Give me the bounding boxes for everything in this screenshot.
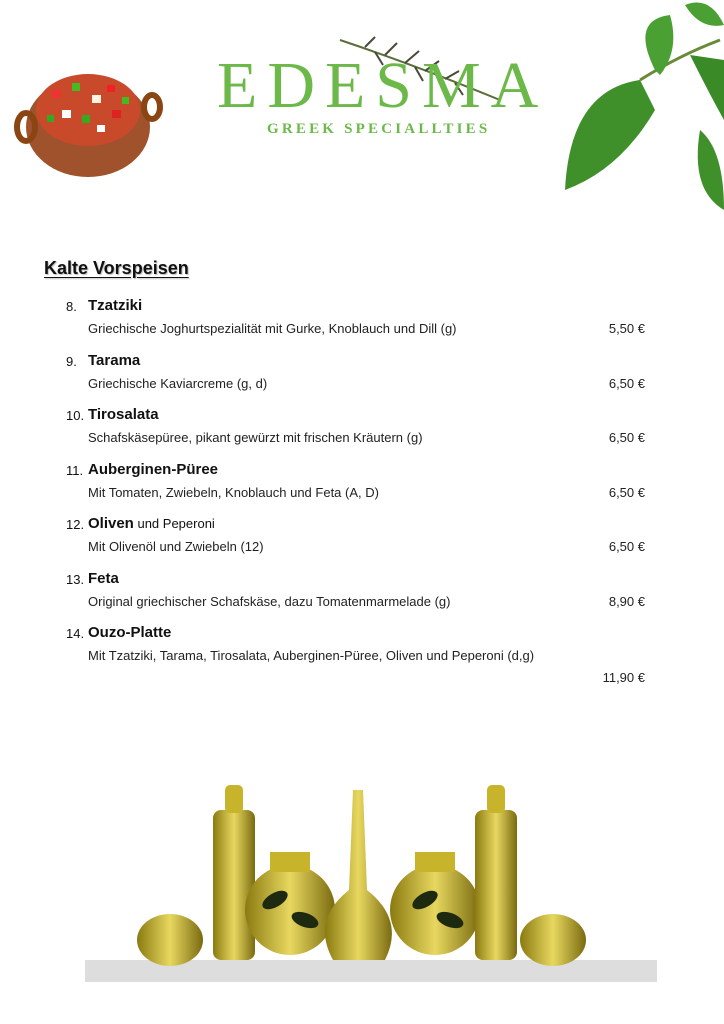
item-number: 11.	[66, 462, 84, 478]
item-number: 12.	[66, 517, 85, 532]
item-title	[88, 460, 218, 480]
item-title	[88, 623, 171, 643]
item-description: Mit Tomaten, Zwiebeln, Knoblauch und Feta (A, D)	[88, 484, 379, 500]
item-title-text: Auberginen-Püree	[88, 460, 219, 478]
item-description: Griechische Kaviarcreme (g, d)	[88, 375, 268, 391]
olive-oil-bottles-image	[85, 780, 657, 985]
section-heading: Kalte Vorspeisen	[44, 258, 189, 278]
salad-bowl-image	[12, 55, 164, 180]
item-number: 14.	[66, 626, 85, 641]
menu-item	[0, 406, 724, 460]
item-description: Schafskäsepüree, pikant gewürzt mit frischen Kräutern (g)	[88, 430, 423, 445]
item-title	[88, 514, 215, 534]
item-number: 8.	[66, 299, 77, 314]
item-title	[88, 296, 142, 316]
logo-wordmark: EDESMA	[217, 49, 549, 122]
item-price: 11,90 €	[602, 670, 645, 685]
basil-leaves-image	[560, 0, 724, 215]
item-number: 13.	[66, 571, 85, 587]
item-description: Mit Olivenöl und Zwiebeln (12)	[88, 539, 264, 554]
menu-item	[0, 515, 724, 569]
menu-item	[0, 570, 724, 624]
item-title-text: Tzatziki	[88, 297, 143, 314]
menu-item	[0, 297, 724, 351]
item-price: 6,50 €	[608, 430, 645, 445]
menu-item	[0, 352, 724, 406]
item-title	[88, 351, 140, 371]
menu-item	[0, 461, 724, 515]
item-description: Griechische Joghurtspezialität mit Gurke, Knoblauch und Dill (g)	[88, 321, 457, 336]
item-description: Original griechischer Schafskäse, dazu Tomatenmarmelade (g)	[88, 593, 451, 609]
item-title	[88, 405, 159, 425]
item-description: Mit Tzatziki, Tarama, Tirosalata, Auberginen-Püree, Oliven und Peperoni (d,g)	[88, 648, 535, 663]
item-title-text: Oliven	[88, 515, 134, 532]
logo-tagline: GREEK SPECIALLTIES	[267, 121, 491, 137]
item-title-text: Feta	[88, 569, 119, 587]
item-price: 8,90 €	[608, 593, 645, 609]
menu-item	[0, 624, 724, 685]
item-title-text: Tarama	[88, 351, 141, 369]
item-price: 6,50 €	[608, 484, 645, 500]
item-title-extra: und Peperoni	[133, 516, 215, 531]
item-title-text: Tirosalata	[88, 406, 159, 423]
item-price: 6,50 €	[608, 539, 645, 554]
item-price: 5,50 €	[608, 321, 645, 336]
item-title	[88, 569, 119, 589]
item-number: 10.	[66, 408, 85, 423]
item-number: 9.	[66, 353, 77, 369]
item-price: 6,50 €	[608, 375, 645, 391]
edesma-logo	[205, 35, 549, 145]
item-title-text: Ouzo-Platte	[88, 624, 172, 641]
